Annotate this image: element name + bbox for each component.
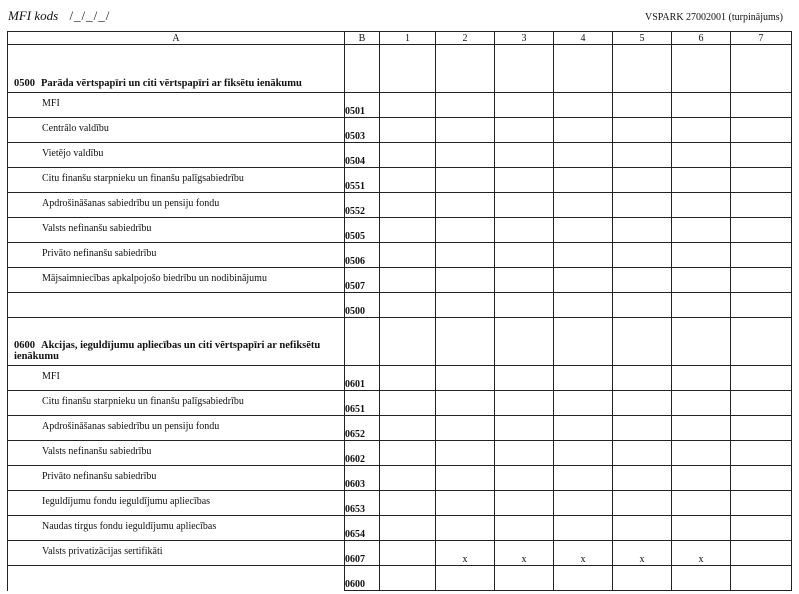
empty-cell: [436, 45, 495, 93]
row-label: Privāto nefinanšu sabiedrību: [42, 470, 157, 482]
value-cell[interactable]: [554, 293, 613, 318]
value-cell[interactable]: [380, 491, 436, 516]
value-cell[interactable]: [436, 391, 495, 416]
value-cell[interactable]: [436, 491, 495, 516]
table-row: [8, 268, 792, 293]
row-code: 0601: [345, 366, 380, 391]
value-cell[interactable]: [731, 366, 792, 391]
value-cell[interactable]: [554, 93, 613, 118]
value-cell[interactable]: [495, 168, 554, 193]
row-label-cell: [8, 416, 345, 441]
value-cell[interactable]: [380, 516, 436, 541]
value-cell[interactable]: [380, 466, 436, 491]
value-cell[interactable]: [380, 143, 436, 168]
value-cell[interactable]: [380, 541, 436, 566]
row-label-cell: [8, 541, 345, 566]
value-cell[interactable]: [672, 566, 731, 591]
value-cell[interactable]: [672, 366, 731, 391]
value-cell[interactable]: [554, 566, 613, 591]
value-cell[interactable]: [380, 293, 436, 318]
value-cell[interactable]: [672, 143, 731, 168]
row-code: 0602: [345, 441, 380, 466]
row-code: 0552: [345, 193, 380, 218]
section-title: Parāda vērtspapīri un citi vērtspapīri ar fiksētu ienākumu: [41, 78, 302, 89]
mfi-code-text: MFI kods: [8, 8, 59, 23]
value-cell[interactable]: [672, 516, 731, 541]
table-row: [8, 293, 792, 318]
value-cell[interactable]: [672, 416, 731, 441]
section-heading: [8, 318, 345, 366]
value-cell[interactable]: [731, 118, 792, 143]
empty-cell: [731, 45, 792, 93]
value-cell[interactable]: [380, 243, 436, 268]
value-cell[interactable]: [380, 118, 436, 143]
empty-cell: [345, 45, 380, 93]
table-row: [8, 391, 792, 416]
value-cell[interactable]: [731, 243, 792, 268]
row-label: Mājsaimniecības apkalpojošo biedrību un nodibinājumu: [42, 272, 267, 284]
value-cell[interactable]: [436, 218, 495, 243]
empty-cell: [613, 318, 672, 366]
value-cell[interactable]: [554, 193, 613, 218]
row-label: Apdrošināšanas sabiedrību un pensiju fondu: [42, 197, 220, 209]
value-cell[interactable]: [495, 466, 554, 491]
section-heading-row: [8, 45, 792, 93]
value-cell[interactable]: [436, 516, 495, 541]
row-label-cell: [8, 143, 345, 168]
row-code: 0500: [345, 293, 380, 318]
row-label-cell: [8, 391, 345, 416]
table-row: [8, 168, 792, 193]
value-cell[interactable]: [672, 93, 731, 118]
value-cell[interactable]: [731, 193, 792, 218]
value-cell[interactable]: [731, 491, 792, 516]
empty-cell: [345, 318, 380, 366]
value-cell[interactable]: x: [554, 541, 613, 566]
row-code: 0600: [345, 566, 380, 591]
row-label-cell: [8, 268, 345, 293]
value-cell[interactable]: [495, 566, 554, 591]
column-header-row: [8, 32, 792, 45]
value-cell[interactable]: [495, 491, 554, 516]
table-row: [8, 541, 792, 566]
value-cell[interactable]: [436, 366, 495, 391]
value-cell[interactable]: [380, 168, 436, 193]
table-row: [8, 466, 792, 491]
row-label-cell: [8, 168, 345, 193]
value-cell[interactable]: [554, 366, 613, 391]
row-code: 0652: [345, 416, 380, 441]
value-cell[interactable]: [495, 193, 554, 218]
value-cell[interactable]: [613, 268, 672, 293]
row-code: 0654: [345, 516, 380, 541]
value-cell[interactable]: [613, 168, 672, 193]
row-label: Valsts nefinanšu sabiedrību: [42, 222, 152, 234]
value-cell[interactable]: [436, 268, 495, 293]
table-row: [8, 491, 792, 516]
value-cell[interactable]: [731, 293, 792, 318]
value-cell[interactable]: [613, 193, 672, 218]
mfi-code-slots: /_/_/_/: [69, 8, 111, 23]
value-cell[interactable]: [731, 391, 792, 416]
row-code: 0653: [345, 491, 380, 516]
row-label-cell: [8, 243, 345, 268]
value-cell[interactable]: [436, 293, 495, 318]
empty-cell: [554, 45, 613, 93]
col-header: 1: [380, 32, 436, 45]
section-code: 0500: [14, 78, 35, 89]
col-header: 2: [436, 32, 495, 45]
value-cell[interactable]: [436, 93, 495, 118]
empty-cell: [672, 318, 731, 366]
value-cell[interactable]: [613, 293, 672, 318]
empty-cell: [672, 45, 731, 93]
value-cell[interactable]: [672, 218, 731, 243]
value-cell[interactable]: [613, 243, 672, 268]
value-cell[interactable]: [613, 93, 672, 118]
table-row: [8, 566, 792, 591]
table-row: [8, 441, 792, 466]
row-label-cell: [8, 516, 345, 541]
row-label-cell: [8, 93, 345, 118]
value-cell[interactable]: [495, 391, 554, 416]
row-label: Vietējo valdību: [42, 147, 104, 159]
row-label: Ieguldījumu fondu ieguldījumu apliecības: [42, 495, 211, 507]
value-cell[interactable]: [731, 268, 792, 293]
table-row: [8, 243, 792, 268]
value-cell[interactable]: [672, 118, 731, 143]
value-cell[interactable]: [672, 243, 731, 268]
empty-cell: [380, 318, 436, 366]
table-row: [8, 118, 792, 143]
value-cell[interactable]: [731, 441, 792, 466]
empty-cell: [495, 318, 554, 366]
value-cell[interactable]: [495, 516, 554, 541]
value-cell[interactable]: [436, 168, 495, 193]
col-header: 6: [672, 32, 731, 45]
value-cell[interactable]: [731, 416, 792, 441]
value-cell[interactable]: [613, 391, 672, 416]
value-cell[interactable]: [495, 293, 554, 318]
row-label-cell: [8, 193, 345, 218]
row-code: 0506: [345, 243, 380, 268]
row-label: Centrālo valdību: [42, 122, 109, 134]
section-heading-row: [8, 318, 792, 366]
value-cell[interactable]: [613, 516, 672, 541]
mfi-code-label: [8, 8, 110, 24]
value-cell[interactable]: [380, 268, 436, 293]
row-label: Privāto nefinanšu sabiedrību: [42, 247, 157, 259]
row-label: Citu finanšu starpnieku un finanšu palīgsabiedrību: [42, 395, 244, 407]
value-cell[interactable]: x: [495, 541, 554, 566]
value-cell[interactable]: x: [613, 541, 672, 566]
row-label: Citu finanšu starpnieku un finanšu palīgsabiedrību: [42, 172, 244, 184]
value-cell[interactable]: [380, 416, 436, 441]
value-cell[interactable]: [613, 491, 672, 516]
value-cell[interactable]: [380, 193, 436, 218]
table-row: [8, 516, 792, 541]
value-cell[interactable]: [613, 566, 672, 591]
row-code: 0607: [345, 541, 380, 566]
row-label-cell: [8, 118, 345, 143]
value-cell[interactable]: [613, 366, 672, 391]
value-cell[interactable]: [380, 566, 436, 591]
value-cell[interactable]: [554, 118, 613, 143]
col-header: 3: [495, 32, 554, 45]
row-label-cell: [8, 441, 345, 466]
row-code: 0651: [345, 391, 380, 416]
value-cell[interactable]: [436, 243, 495, 268]
row-label: MFI: [42, 97, 60, 109]
empty-cell: [436, 318, 495, 366]
value-cell[interactable]: [554, 268, 613, 293]
value-cell[interactable]: [613, 143, 672, 168]
value-cell[interactable]: [731, 168, 792, 193]
empty-cell: [613, 45, 672, 93]
table-row: [8, 218, 792, 243]
row-code: 0501: [345, 93, 380, 118]
value-cell[interactable]: [495, 243, 554, 268]
row-code: 0507: [345, 268, 380, 293]
row-label: Valsts privatizācijas sertifikāti: [42, 545, 163, 557]
row-label-cell: [8, 366, 345, 391]
value-cell[interactable]: [731, 143, 792, 168]
value-cell[interactable]: [495, 416, 554, 441]
value-cell[interactable]: [672, 268, 731, 293]
empty-cell: [380, 45, 436, 93]
row-code: 0503: [345, 118, 380, 143]
value-cell[interactable]: [672, 491, 731, 516]
row-label: Apdrošināšanas sabiedrību un pensiju fondu: [42, 420, 220, 432]
value-cell[interactable]: [613, 416, 672, 441]
row-label-cell: [8, 466, 345, 491]
col-header: B: [345, 32, 380, 45]
value-cell[interactable]: [554, 466, 613, 491]
col-header: A: [8, 32, 345, 45]
value-cell[interactable]: [554, 391, 613, 416]
row-code: 0551: [345, 168, 380, 193]
value-cell[interactable]: [495, 118, 554, 143]
empty-cell: [495, 45, 554, 93]
value-cell[interactable]: [731, 93, 792, 118]
value-cell[interactable]: [380, 391, 436, 416]
table-row: [8, 143, 792, 168]
value-cell[interactable]: [672, 466, 731, 491]
value-cell[interactable]: x: [672, 541, 731, 566]
row-label: Valsts nefinanšu sabiedrību: [42, 445, 152, 457]
col-header: 5: [613, 32, 672, 45]
value-cell[interactable]: [436, 466, 495, 491]
value-cell[interactable]: [613, 466, 672, 491]
value-cell[interactable]: [436, 118, 495, 143]
value-cell[interactable]: [554, 441, 613, 466]
row-code: 0505: [345, 218, 380, 243]
row-label: Naudas tirgus fondu ieguldījumu apliecības: [42, 520, 217, 532]
row-label-cell: [8, 566, 345, 591]
value-cell[interactable]: [380, 218, 436, 243]
value-cell[interactable]: [495, 218, 554, 243]
row-label-cell: [8, 293, 345, 318]
report-table: [7, 31, 792, 591]
value-cell[interactable]: [495, 268, 554, 293]
value-cell[interactable]: [554, 491, 613, 516]
value-cell[interactable]: [436, 143, 495, 168]
value-cell[interactable]: [731, 541, 792, 566]
value-cell[interactable]: [672, 293, 731, 318]
value-cell[interactable]: [672, 168, 731, 193]
value-cell[interactable]: [554, 516, 613, 541]
value-cell[interactable]: [380, 93, 436, 118]
value-cell[interactable]: [731, 466, 792, 491]
value-cell[interactable]: [613, 441, 672, 466]
value-cell[interactable]: [554, 218, 613, 243]
value-cell[interactable]: [731, 218, 792, 243]
value-cell[interactable]: [554, 243, 613, 268]
section-code: 0600: [14, 340, 35, 351]
value-cell[interactable]: [672, 193, 731, 218]
value-cell[interactable]: [554, 143, 613, 168]
value-cell[interactable]: [495, 366, 554, 391]
value-cell[interactable]: [495, 93, 554, 118]
row-label: MFI: [42, 370, 60, 382]
value-cell[interactable]: [380, 441, 436, 466]
row-label-cell: [8, 491, 345, 516]
row-code: 0504: [345, 143, 380, 168]
value-cell[interactable]: [672, 441, 731, 466]
value-cell[interactable]: [436, 193, 495, 218]
form-code: VSPARK 27002001 (turpinājums): [645, 12, 783, 23]
value-cell[interactable]: [613, 218, 672, 243]
value-cell[interactable]: [495, 441, 554, 466]
value-cell[interactable]: [554, 416, 613, 441]
value-cell[interactable]: [731, 566, 792, 591]
value-cell[interactable]: [436, 441, 495, 466]
table-row: [8, 366, 792, 391]
value-cell[interactable]: [613, 118, 672, 143]
table-row: [8, 193, 792, 218]
section-title: Akcijas, ieguldījumu apliecības un citi vērtspapīri ar nefiksētu ienākumu: [14, 340, 321, 362]
empty-cell: [731, 318, 792, 366]
col-header: 4: [554, 32, 613, 45]
empty-cell: [554, 318, 613, 366]
value-cell[interactable]: [731, 516, 792, 541]
row-label-cell: [8, 218, 345, 243]
value-cell[interactable]: x: [436, 541, 495, 566]
value-cell[interactable]: [436, 416, 495, 441]
table-row: [8, 93, 792, 118]
section-heading: [8, 45, 345, 93]
value-cell[interactable]: [672, 391, 731, 416]
col-header: 7: [731, 32, 792, 45]
value-cell[interactable]: [380, 366, 436, 391]
value-cell[interactable]: [554, 168, 613, 193]
value-cell[interactable]: [495, 143, 554, 168]
table-row: [8, 416, 792, 441]
row-code: 0603: [345, 466, 380, 491]
value-cell[interactable]: [436, 566, 495, 591]
